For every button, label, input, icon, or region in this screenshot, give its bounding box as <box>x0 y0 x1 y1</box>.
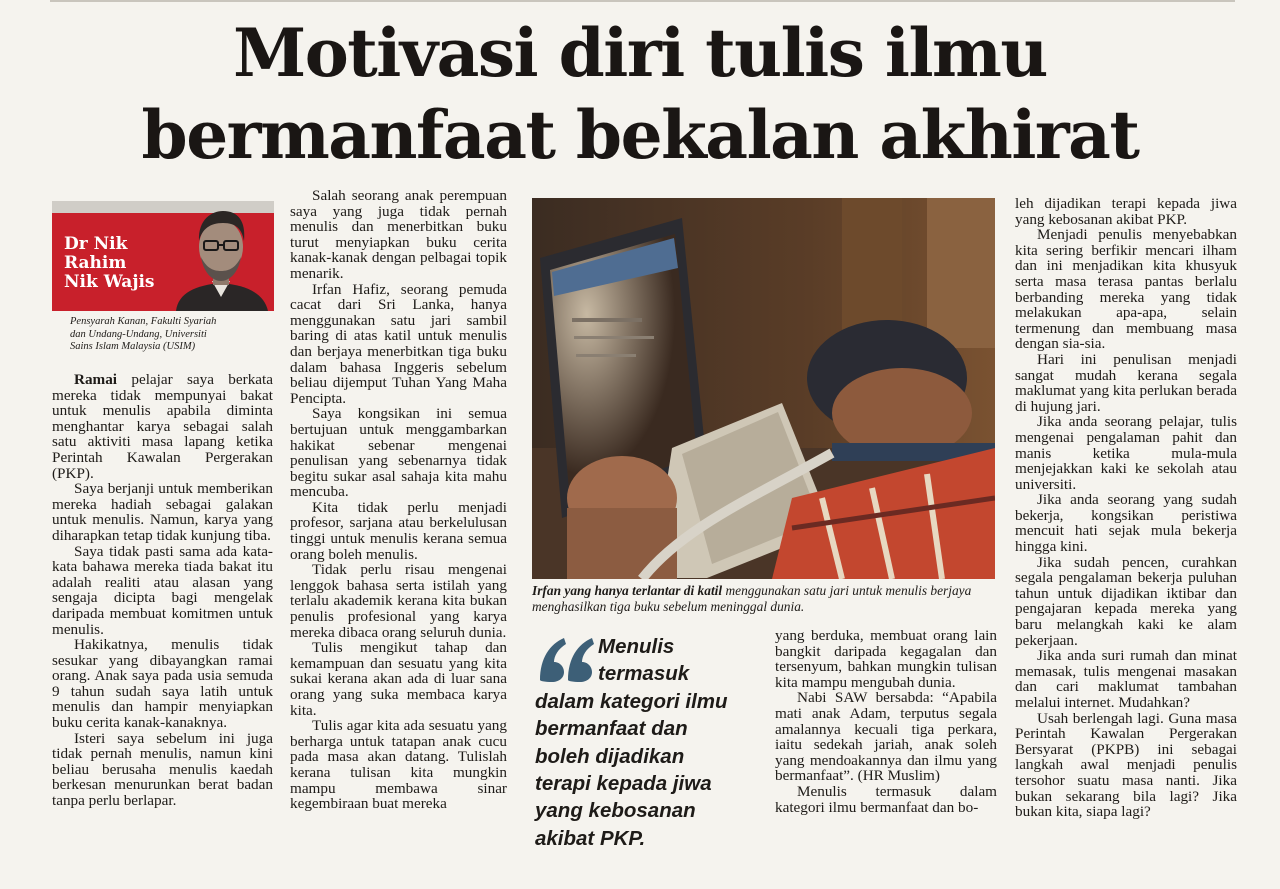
paragraph: Tulis mengikut tahap dan kemampuan dan sesuatu yang kita sukai kerana akan ada di luar sana orang yang suka membaca karya kita. <box>290 639 507 719</box>
paragraph: Hari ini penulisan menjadi sangat mudah kerana segala maklumat yang kita perlukan berada di hujung jari. <box>1015 350 1237 415</box>
author-name <box>64 235 184 292</box>
pull-quote-line: boleh dijadikan <box>535 744 685 768</box>
pull-quote-line: akibat PKP. <box>535 826 646 850</box>
author-credential-line: Sains Islam Malaysia (USIM) <box>70 341 196 352</box>
author-name-line: Nik Wajis <box>64 272 155 292</box>
headline <box>40 12 1240 176</box>
paragraph: Irfan Hafiz, seorang pemuda cacat dari Sri Lanka, hanya menggunakan satu jari sambil baring di atas katil untuk menulis dan berjaya menerbitkan tiga buku dalam bahasa Inggeris sebelum beliau dijemput Tuhan Yang Maha Pencipta. <box>290 280 507 407</box>
article-column-4 <box>1015 196 1237 820</box>
paragraph: Jika anda seorang yang sudah bekerja, kongsikan peristiwa mencuit hati sejak mula bekerja hingga kini. <box>1015 491 1237 556</box>
author-portrait <box>168 201 274 311</box>
paragraph: Jika sudah pencen, curahkan segala pengalaman bekerja puluhan tahun untuk dijadikan iktibar dan pengajaran kepada mereka yang baru melangkah kaki ke alam pekerjaan. <box>1015 553 1237 649</box>
paragraph: Hakikatnya, menulis tidak sesukar yang dibayangkan ramai orang. Anak saya pada usia semuda 9 tahun sudah saya latih untuk menulis dan hampir menyiapkan buku cerita kanak-kanaknya. <box>52 636 273 732</box>
paragraph-text: pelajar saya berkata mereka tidak mempunyai bakat untuk menulis apabila diminta menghantar karya sebagai salah satu aktiviti masa lapang ketika Perintah Kawalan Pergerakan (PKP). <box>52 371 273 482</box>
pull-quote-line: dalam kategori ilmu <box>535 689 728 713</box>
paragraph: Usah berlengah lagi. Guna masa Perintah Kawalan Pergerakan Bersyarat (PKPB) ini sebagai langkah awal menjadi penulis tersohor suatu masa nanti. Jika bukan sekarang bila lagi? Jika bukan kita, siapa lagi? <box>1015 709 1237 821</box>
headline-line-2: bermanfaat bekalan akhirat <box>141 96 1139 174</box>
article-photo <box>532 198 995 579</box>
paragraph: Nabi SAW bersabda: “Apabila mati anak Adam, terputus segala amalannya kecuali tiga perkara, iaitu sedekah jariah, anak soleh yang mendoakannya dan ilmu yang bermanfaat”. (HR Muslim) <box>775 689 997 785</box>
photo-caption <box>532 583 997 615</box>
paragraph: leh dijadikan terapi kepada jiwa yang kebosanan akibat PKP. <box>1015 195 1237 228</box>
author-credential-line: Pensyarah Kanan, Fakulti Syariah <box>70 316 217 327</box>
article-column-1 <box>52 372 273 809</box>
paragraph: Kita tidak perlu menjadi profesor, sarjana atau berkelulusan tinggi untuk menulis kerana semua orang boleh menulis. <box>290 498 507 563</box>
paragraph: Isteri saya sebelum ini juga tidak pernah menulis, namun kini beliau berusaha menulis kaedah berkesan menurunkan berat badan tanpa perlu berlapar. <box>52 729 273 810</box>
pull-quote-line: Menulis <box>598 635 675 658</box>
paragraph: Saya berjanji untuk memberikan mereka hadiah sebagai galakan untuk menulis. Namun, karya yang diharapkan tetap tidak kunjung tiba. <box>52 480 273 544</box>
author-credential-line: dan Undang-Undang, Universiti <box>70 328 207 340</box>
paragraph <box>52 372 273 481</box>
paragraph: Jika anda suri rumah dan minat memasak, tulis mengenai masakan dan cari maklumat tambahan melalui internet. Mudahkan? <box>1015 647 1237 711</box>
paragraph: Menulis termasuk dalam kategori ilmu bermanfaat dan bo- <box>775 782 997 816</box>
pull-quote-line: terapi kepada jiwa <box>535 772 712 796</box>
author-name-line: Rahim <box>64 253 127 273</box>
pull-quote-line: termasuk <box>598 662 690 686</box>
paragraph: Tidak perlu risau mengenai lenggok bahasa serta istilah yang terlalu akademik kerana kita bukan penulis profesional yang karya mereka dibaca orang seluruh dunia. <box>290 561 507 641</box>
paragraph: Saya kongsikan ini semua bertujuan untuk menggambarkan hakikat sebenar mengenai penulisan yang sebenarnya tidak begitu sukar asal sahaja kita mahu mencuba. <box>290 405 507 501</box>
paragraph: Saya tidak pasti sama ada kata-kata bahawa mereka tiada bakat itu adalah realiti atau alasan yang sengaja dicipta bagi mengelak daripada membuat komitmen untuk menulis. <box>52 542 273 638</box>
lead-word: Ramai <box>74 371 118 388</box>
paragraph: Jika anda seorang pelajar, tulis mengenai pengalaman pahit dan manis ketika mula-mula menjejakkan kaki ke sekolah atau universiti. <box>1015 413 1237 493</box>
paragraph: Tulis agar kita ada sesuatu yang berharga untuk tatapan anak cucu pada masa akan datang. Tulislah kerana tulisan kita mungkin mampu membawa sinar kegembiraan buat mereka <box>290 717 507 813</box>
author-credential <box>70 316 275 354</box>
pull-quote-line: bermanfaat dan <box>535 717 688 741</box>
top-rule <box>50 0 1235 2</box>
pull-quote-line: yang kebosanan <box>535 799 696 823</box>
photo-caption-text: menggunakan satu jari untuk menulis berjaya menghasilkan tiga buku sebelum meninggal dunia. <box>532 583 972 614</box>
author-box <box>52 201 274 311</box>
paragraph: Salah seorang anak perempuan saya yang juga tidak pernah menulis dan menerbitkan buku turut menyiapkan buku cerita kanak-kanak dengan pelbagai topik menarik. <box>290 187 507 282</box>
author-name-line: Dr Nik <box>64 234 128 254</box>
headline-line-1: Motivasi diri tulis ilmu <box>233 14 1047 92</box>
article-column-2 <box>290 188 507 812</box>
paragraph: yang berduka, membuat orang lain bangkit daripada kegagalan dan tersenyum, bahkan mungkin tulisan kita mampu mengubah dunia. <box>775 627 997 691</box>
photo-caption-bold: Irfan yang hanya terlantar di katil <box>532 583 723 598</box>
pull-quote <box>535 633 760 852</box>
article-column-3 <box>775 628 997 815</box>
paragraph: Menjadi penulis menyebabkan kita sering berfikir mencari ilham dan ini menjadikan kita khusyuk serta masa terasa pantas berlalu berbanding mereka yang tidak melakukan apa-apa, selain termenung dan membuang masa dengan sia-sia. <box>1015 226 1237 353</box>
